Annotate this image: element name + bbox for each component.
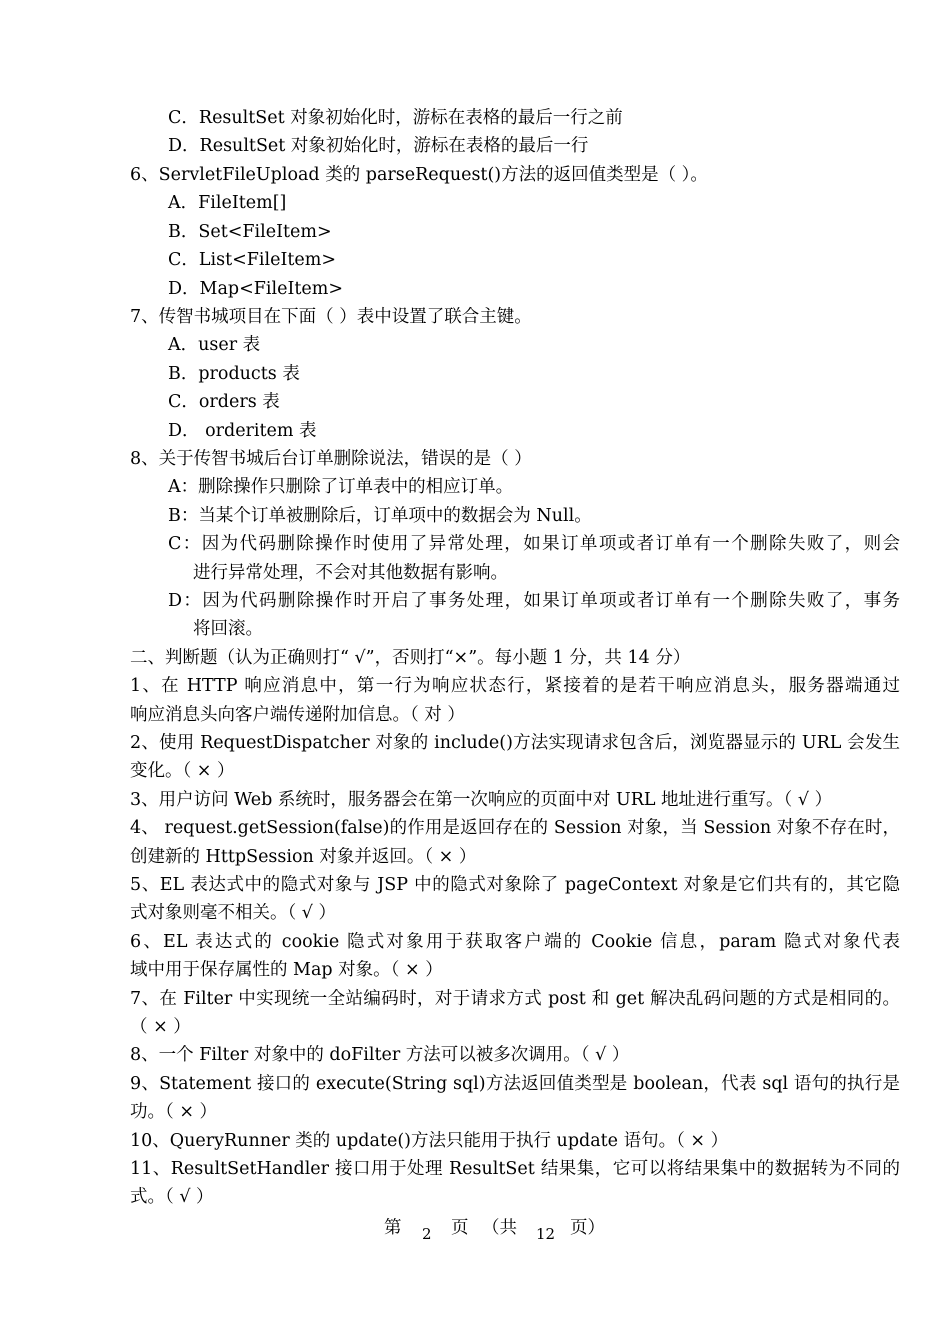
footer-ye: 页 [451,1218,469,1238]
question-8: 8、关于传智书城后台订单删除说法，错误的是（ ） [130,449,532,469]
option-b-q6: B．Set<FileItem> [168,222,332,242]
option-c-q5: C．ResultSet 对象初始化时，游标在表格的最后一行之前 [168,108,623,128]
option-a-q7: A．user 表 [168,335,261,355]
question-7: 7、传智书城项目在下面（ ）表中设置了联合主键。 [130,307,532,327]
judge-11: 11、ResultSetHandler 接口用于处理 ResultSet 结果集，它可以将结果集中的数据转为不同的 [130,1159,900,1179]
option-d-q6: D．Map<FileItem> [168,279,343,299]
judge-7: 7、在 Filter 中实现统一全站编码时，对于请求方式 post 和 get 解决乱码问题的方式是相同的。 [130,989,900,1009]
option-c-q8: C：因为代码删除操作时使用了异常处理，如果订单项或者订单有一个删除失败了，则会 [168,534,900,554]
footer-ye2: 页） [570,1218,605,1238]
judge-4-cont: 创建新的 HttpSession 对象并返回。（ × ） [130,847,477,867]
option-c-q7: C．orders 表 [168,392,280,412]
footer-gong: （共 [482,1218,517,1238]
option-d-q7: D． orderitem 表 [168,421,317,441]
judge-1: 1、在 HTTP 响应消息中，第一行为响应状态行，紧接着的是若干响应消息头，服务器端通过 [130,676,900,696]
option-a-q8: A：删除操作只删除了订单表中的相应订单。 [168,477,514,497]
judge-6-cont: 域中用于保存属性的 Map 对象。（ × ） [130,960,443,980]
judge-2-cont: 变化。（ × ） [130,761,235,781]
judge-7-cont: （ × ） [130,1017,191,1037]
footer-total-pages: 12 [536,1225,556,1243]
option-d-q8-cont: 将回滚。 [193,619,263,639]
judge-4: 4、 request.getSession(false)的作用是返回存在的 Session 对象，当 Session 对象不存在时， [130,818,900,838]
judge-2: 2、使用 RequestDispatcher 对象的 include()方法实现请求包含后，浏览器显示的 URL 会发生 [130,733,900,753]
option-d-q8: D：因为代码删除操作时开启了事务处理，如果订单项或者订单有一个删除失败了，事务 [168,591,900,611]
question-6: 6、ServletFileUpload 类的 parseRequest()方法的返回值类型是（ ）。 [130,165,708,185]
option-b-q8: B：当某个订单被删除后，订单项中的数据会为 Null。 [168,506,592,526]
footer-di: 第 [384,1218,402,1238]
section-title-judgement: 二、判断题（认为正确则打“ √”，否则打“×”。每小题 1 分，共 14 分） [130,648,691,668]
option-a-q6: A．FileItem[] [168,193,287,213]
option-d-q5: D．ResultSet 对象初始化时，游标在表格的最后一行 [168,136,589,156]
footer-page-number: 2 [422,1225,432,1243]
judge-1-cont: 响应消息头向客户端传递附加信息。（ 对 ） [130,705,465,725]
option-b-q7: B．products 表 [168,364,300,384]
judge-8: 8、一个 Filter 对象中的 doFilter 方法可以被多次调用。（ √ ） [130,1045,630,1065]
option-c-q8-cont: 进行异常处理，不会对其他数据有影响。 [193,563,508,583]
judge-11-cont: 式。（ √ ） [130,1187,214,1207]
judge-9-cont: 功。（ × ） [130,1102,218,1122]
judge-3: 3、用户访问 Web 系统时，服务器会在第一次响应的页面中对 URL 地址进行重写。（ √ ） [130,790,833,810]
option-c-q6: C．List<FileItem> [168,250,337,270]
judge-5: 5、EL 表达式中的隐式对象与 JSP 中的隐式对象除了 pageContext 对象是它们共有的，其它隐 [130,875,900,895]
judge-10: 10、QueryRunner 类的 update()方法只能用于执行 update 语句。（ × ） [130,1131,729,1151]
judge-6: 6、EL 表达式的 cookie 隐式对象用于获取客户端的 Cookie 信息，param 隐式对象代表 [130,932,900,952]
judge-9: 9、Statement 接口的 execute(String sql)方法返回值类型是 boolean，代表 sql 语句的执行是 [130,1074,900,1094]
judge-5-cont: 式对象则毫不相关。（ √ ） [130,903,337,923]
